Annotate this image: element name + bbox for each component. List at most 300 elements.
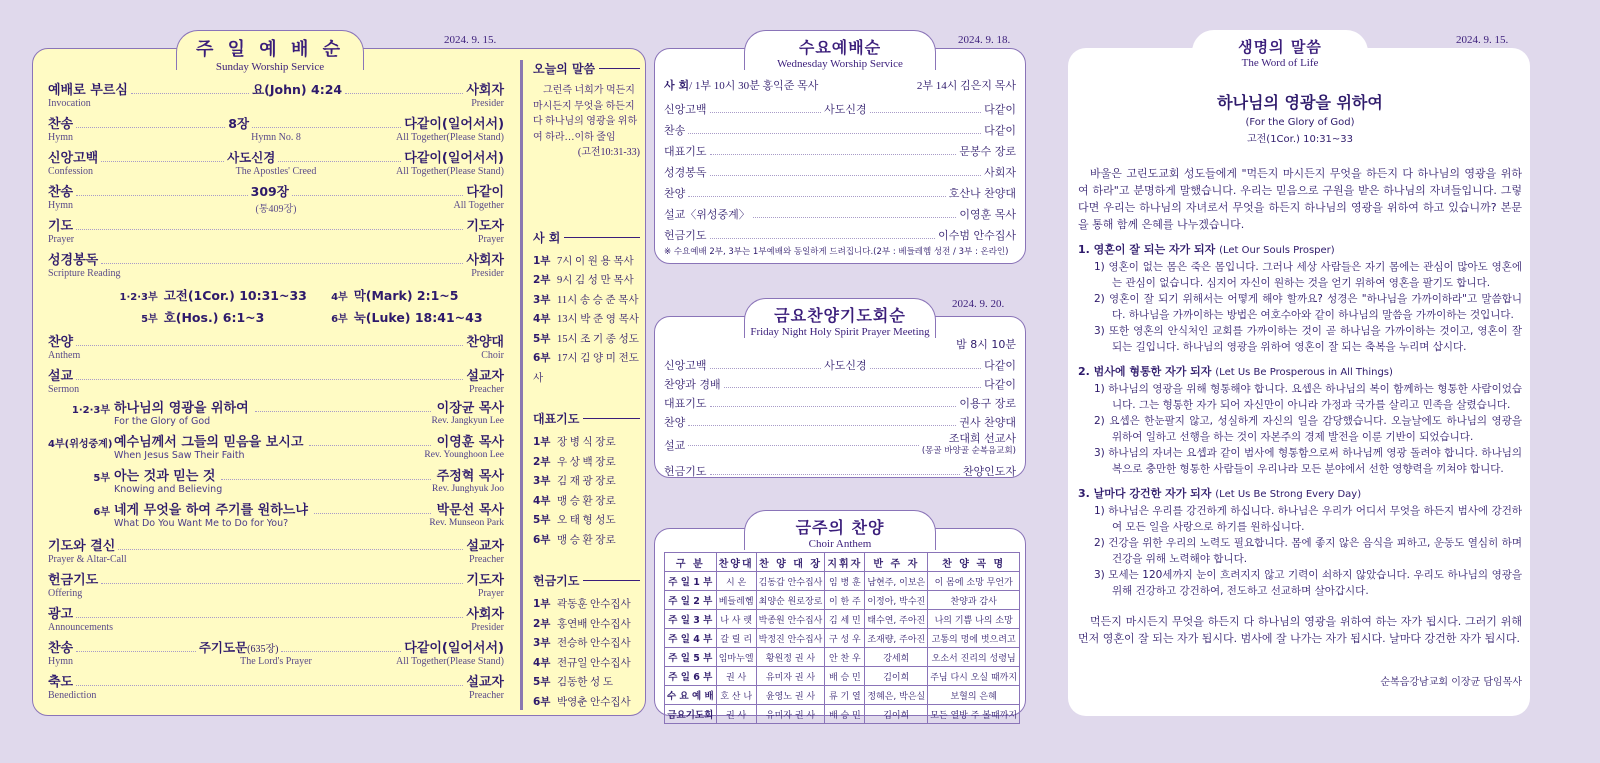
name: 맹 승 환 장로 — [557, 534, 616, 546]
cell: 주 일 6 부 — [665, 667, 717, 686]
reading-part: 6부 — [331, 313, 348, 325]
cell: 이 몸에 소망 무언가 — [928, 572, 1020, 591]
cell: 권 사 — [716, 705, 756, 724]
item-mid-small: (635장) — [247, 644, 279, 655]
list-item — [533, 271, 640, 291]
row-right-small: (몽골 바양골 순복음교회) — [921, 446, 1016, 456]
cell: 김이희 — [865, 705, 928, 724]
item-mid: 주기도문 — [198, 640, 248, 655]
cell: 김 세 민 — [825, 610, 865, 629]
sunday-order-list-3 — [48, 536, 504, 706]
point: 2) 영혼이 잘 되기 위해서는 어떻게 해야 할까요? 성경은 "하나님을 가까이하라"고 말씀합니다. 하나님을 가까이하는 방법은 여호수아와 같이 하나님의 말씀을 가까이하는 것입니다. — [1094, 293, 1522, 321]
offering-heading: 헌금기도 — [533, 572, 640, 589]
order-item — [48, 80, 504, 114]
sermon-reference: 고전(1Cor.) 10:31~33 — [1246, 134, 1354, 145]
prayer-heading: 대표기도 — [533, 410, 640, 427]
name: 전규일 안수집사 — [557, 657, 631, 669]
cell: 수 요 예 배 — [665, 686, 717, 705]
part: 2부 — [533, 617, 551, 630]
point: 3) 또한 영혼의 안식처인 교회를 가까이하는 것이 곧 하나님을 가까이하는 것이고, 영혼이 잘 되는 길입니다. 하나님의 영광을 위하여 영혼이 잘 되는 축복을 누리며 삽시다. — [1094, 325, 1522, 353]
cell: 베들레헴 — [716, 591, 756, 610]
item-ko: 찬송 — [48, 117, 74, 132]
item-mid: 사도신경 — [227, 150, 276, 165]
reading-part: 1·2·3부 — [119, 291, 158, 303]
cell: 나 사 렛 — [716, 610, 756, 629]
item-right: 설교자 — [466, 539, 504, 554]
item-en-right: Presider — [471, 98, 504, 109]
list-item — [533, 634, 640, 654]
order-row — [664, 222, 1016, 243]
item-en-right: All Together(Please Stand) — [396, 656, 504, 667]
list-item — [533, 330, 640, 350]
col-header: 구 분 — [665, 553, 717, 572]
part: 1부 — [533, 598, 551, 610]
section-points — [1078, 381, 1522, 477]
row-right: 문봉수 장로 — [959, 145, 1016, 158]
point: 3) 모세는 120세까지 눈이 흐려지지 않고 기력이 쇠하지 않았습니다. 우리도 하나님의 영광을 위해 건강하고 강건하여, 전도하고 선교하며 살아갑시다. — [1094, 569, 1522, 597]
item-en-right: Preacher — [469, 690, 504, 701]
sunday-service-header — [176, 30, 364, 73]
item-ko: 신앙고백 — [48, 151, 99, 166]
name: 김동한 성 도 — [557, 677, 613, 688]
table-row — [665, 648, 1020, 667]
sunday-sidebar — [520, 60, 640, 710]
reading-ref: 호(Hos.) 6:1~3 — [163, 310, 265, 325]
cell: 호 산 나 — [716, 686, 756, 705]
item-right: 기도자 — [466, 219, 504, 234]
presider-1: / 1부 10시 30분 홍익준 목사 — [689, 80, 819, 92]
cell: 최양순 원로장로 — [756, 591, 825, 610]
point: 1) 영혼이 없는 몸은 죽은 몸입니다. 그러나 세상 사람들은 자기 몸에는 관심이 많아도 영혼에는 관심이 없습니다. 심지어 자신이 원하는 것을 얻기 위하여 영혼을 팔기도 합니다. — [1094, 261, 1522, 289]
sermon-preacher: 이영훈 목사 — [436, 435, 504, 450]
cell: 이 한 주 — [825, 591, 865, 610]
row-right: 찬양인도자 — [962, 465, 1016, 478]
item-en-mid: Hymn No. 8 — [251, 132, 301, 143]
reading-line — [118, 284, 498, 306]
item-ko: 축도 — [48, 675, 74, 690]
item-en-mid — [200, 98, 352, 112]
col-header: 지휘자 — [825, 553, 865, 572]
cell: 고통의 멍에 벗으려고 — [928, 629, 1020, 648]
word-header — [1192, 30, 1368, 70]
item-mid: 8장 — [228, 116, 250, 131]
sermon-title: 예수님께서 그들의 믿음을 보시고 — [114, 435, 304, 450]
word-title: 생명의 말씀 — [1238, 38, 1322, 56]
row-left: 찬양과 경배 — [664, 378, 721, 391]
presider-list — [533, 252, 640, 389]
item-right: 다같이(일어서서) — [404, 641, 504, 656]
list-item — [533, 433, 640, 453]
list-item — [533, 492, 640, 512]
cell: 황원정 권 사 — [756, 648, 825, 667]
cell: 주 일 1 부 — [665, 572, 717, 591]
list-item — [533, 349, 640, 388]
list-item — [533, 595, 640, 615]
order-item — [48, 570, 504, 604]
order-item — [48, 216, 504, 250]
item-en: Announcements — [48, 622, 113, 633]
item-en-mid: The Apostles' Creed — [235, 166, 317, 177]
row-right: 다같이 — [984, 124, 1016, 137]
row-right: 다같이 — [984, 103, 1017, 116]
part: 2부 — [533, 274, 551, 286]
offering-list — [533, 595, 640, 712]
order-item — [48, 250, 504, 284]
item-en-mid: The Lord's Prayer — [240, 656, 312, 667]
item-en: Prayer & Altar-Call — [48, 554, 127, 565]
presider-2: 2부 14시 김은지 목사 — [916, 80, 1016, 92]
sermon-title-en: For the Glory of God — [114, 416, 211, 427]
sermon-part: 6부 — [93, 507, 110, 518]
item-mid: 요(John) 4:24 — [252, 82, 343, 97]
item-ko: 광고 — [48, 607, 74, 622]
presider-heading: 사 회 — [533, 229, 640, 246]
item-ko: 기도 — [48, 219, 74, 234]
wednesday-title: 수요예배순 — [798, 38, 882, 57]
table-row — [665, 610, 1020, 629]
item-right: 사회자 — [466, 607, 504, 622]
order-item — [48, 332, 504, 366]
part: 4부 — [533, 656, 551, 669]
item-right: 다같이(일어서서) — [404, 117, 505, 132]
name: 11시 송 승 준 목사 — [557, 294, 639, 306]
part: 6부 — [533, 695, 551, 708]
list-item — [533, 615, 640, 635]
order-row — [664, 460, 1016, 479]
table-row — [665, 591, 1020, 610]
item-en: Benediction — [48, 690, 97, 701]
row-left: 찬송 — [664, 124, 686, 137]
cell: 김이희 — [865, 667, 928, 686]
sunday-order-list-2 — [48, 332, 504, 400]
row-left: 찬양 — [664, 416, 686, 429]
order-row — [664, 96, 1016, 117]
cell: 배 승 민 — [825, 705, 865, 724]
list-item — [533, 453, 640, 473]
row-left: 찬양 — [664, 187, 686, 200]
sermon-preacher-en: Rev. Munseon Park — [429, 518, 504, 528]
item-en-right: All Together(Please Stand) — [396, 166, 504, 177]
conclusion-paragraph: 먹든지 마시든지 무엇을 하든지 다 하나님의 영광을 위하여 하는 자가 됩시다. 그러기 위해 먼저 영혼이 잘 되는 자가 됩시다. 범사에 잘 나가는 자가 됩시다. 날마다 강건한 자가 됩시다. — [1078, 615, 1522, 645]
cell: 주님 다시 오실 때까지 — [928, 667, 1020, 686]
presider-label: 사 회 — [664, 79, 690, 92]
row-left: 설교〈위성중계〉 — [664, 208, 750, 221]
item-en-right: Presider — [471, 268, 504, 279]
item-ko: 기도와 결신 — [48, 539, 116, 554]
list-item — [533, 693, 640, 713]
item-right: 설교자 — [466, 675, 504, 690]
item-en-right: All Together — [453, 200, 504, 211]
col-header: 찬 양 곡 명 — [928, 553, 1020, 572]
cell: 모든 열방 주 볼때까지 — [928, 705, 1020, 724]
name: 박영춘 안수집사 — [557, 696, 631, 708]
section-points — [1078, 259, 1522, 355]
order-row — [664, 159, 1016, 180]
item-right: 사회자 — [466, 253, 504, 268]
item-mid: 309장 — [250, 184, 289, 199]
sermon-title-en: Knowing and Believing — [114, 484, 223, 495]
row-right: 이용구 장로 — [959, 397, 1016, 410]
order-row — [664, 430, 1016, 460]
part: 4부 — [533, 494, 551, 507]
row-right: 이영훈 목사 — [959, 208, 1016, 221]
sermon-entry — [48, 500, 504, 534]
item-en: Hymn — [48, 200, 73, 211]
cell: 유미자 권 사 — [756, 667, 825, 686]
section-heading-en: (Let Us Be Strong Every Day) — [1215, 489, 1362, 500]
row-left: 대표기도 — [664, 145, 707, 158]
cell: 남현주, 이보은 — [865, 572, 928, 591]
row-mid: 사도신경 — [824, 103, 867, 116]
table-header-row — [665, 553, 1020, 572]
item-en: Confession — [48, 166, 93, 177]
point: 1) 하나님의 영광을 위해 형통해야 합니다. 요셉은 하나님의 복이 함께하는 형통한 사람이었습니다. 그는 형통한 자가 되어 자신만이 아니라 가정과 국가를 살리고 민족을 살렸습니다. — [1094, 383, 1522, 411]
item-right: 설교자 — [466, 369, 504, 384]
reading-ref: 눅(Luke) 18:41~43 — [353, 310, 483, 325]
list-item — [533, 310, 640, 330]
row-right: 다같이 — [984, 378, 1016, 391]
sermon-title-en: (For the Glory of God) — [1245, 117, 1355, 128]
item-en: Hymn — [48, 656, 73, 667]
section-heading-ko: 3. 날마다 강건한 자가 되자 — [1078, 487, 1212, 500]
order-row — [664, 138, 1016, 159]
cell: 주 일 3 부 — [665, 610, 717, 629]
item-ko: 헌금기도 — [48, 573, 99, 588]
row-left: 신앙고백 — [664, 359, 707, 372]
scripture-readings — [118, 284, 498, 328]
order-row — [664, 392, 1016, 411]
list-item — [533, 291, 640, 311]
sermon-entry — [48, 432, 504, 466]
cell: 주 일 5 부 — [665, 648, 717, 667]
point: 3) 하나님의 자녀는 요셉과 같이 범사에 형통함으로써 하나님께 영광 돌려야 합니다. 하나님의 복으로 충만한 형통한 사람들이 우리나라 모든 분야에서 선한 영향력을 끼쳐야 합니다. — [1094, 447, 1522, 475]
table-row — [665, 705, 1020, 724]
item-en: Hymn — [48, 132, 73, 143]
section-heading-ko: 2. 범사에 형통한 자가 되자 — [1078, 365, 1212, 378]
wednesday-presider — [664, 74, 1016, 96]
order-item — [48, 672, 504, 706]
part: 3부 — [533, 475, 551, 487]
sermon-title-en: When Jesus Saw Their Faith — [114, 450, 245, 461]
row-right: 다같이 — [984, 359, 1017, 372]
reading-part: 4부 — [331, 291, 348, 303]
list-item — [533, 673, 640, 693]
sermon-preacher: 이장균 목사 — [436, 401, 504, 416]
cell: 배 승 민 — [825, 667, 865, 686]
cell: 보혈의 은혜 — [928, 686, 1020, 705]
part: 1부 — [533, 254, 551, 267]
part: 4부 — [533, 313, 551, 325]
row-right: 조대희 선교사 — [948, 432, 1016, 445]
item-ko: 찬양 — [48, 335, 74, 350]
sermon-part: 4부(위성중계) — [48, 439, 113, 450]
cell: 구 성 우 — [825, 629, 865, 648]
reading-ref: 막(Mark) 2:1~5 — [353, 288, 459, 303]
friday-title: 금요찬양기도회순 — [774, 306, 906, 325]
sermon-list — [48, 398, 504, 534]
choir-title: 금주의 찬양 — [795, 518, 885, 537]
wednesday-note: ※ 수요예배 2부, 3부는 1부예배와 동일하게 드려집니다.(2부 : 베들레헴 성전 / 3부 : 온라인) — [664, 247, 1009, 257]
item-right: 찬양대 — [466, 335, 504, 350]
row-left: 성경봉독 — [664, 166, 707, 179]
cell: 정혜은, 박은실 — [865, 686, 928, 705]
order-item — [48, 536, 504, 570]
part: 6부 — [533, 352, 551, 364]
name: 전승하 안수집사 — [557, 638, 631, 649]
choir-table — [664, 552, 1020, 724]
name: 곽동훈 안수집사 — [557, 599, 631, 610]
sermon-preacher-en: Rev. Jangkyun Lee — [431, 416, 504, 426]
name: 우 상 백 장로 — [557, 456, 616, 468]
cell: 금요기도회 — [665, 705, 717, 724]
item-ko: 찬송 — [48, 185, 74, 200]
item-en-right: All Together(Please Stand) — [396, 132, 504, 143]
reading-ref: 고전(1Cor.) 10:31~33 — [163, 288, 307, 303]
table-row — [665, 572, 1020, 591]
row-right: 권사 찬양대 — [959, 416, 1016, 429]
wednesday-header — [744, 30, 936, 70]
list-item — [533, 472, 640, 492]
cell: 안 찬 우 — [825, 648, 865, 667]
friday-date: 2024. 9. 20. — [952, 298, 1005, 310]
today-word-source: (고전10:31-33) — [577, 147, 640, 158]
sermon-preacher-en: Rev. Younghoon Lee — [424, 450, 504, 460]
part: 3부 — [533, 637, 551, 649]
part: 2부 — [533, 455, 551, 468]
order-item — [48, 114, 504, 148]
name: 맹 승 환 장로 — [557, 495, 616, 507]
cell: 오소서 진리의 성령님 — [928, 648, 1020, 667]
item-en: Offering — [48, 588, 83, 599]
cell: 임마누엘 — [716, 648, 756, 667]
row-right: 사회자 — [984, 166, 1016, 179]
order-item — [48, 366, 504, 400]
intro-paragraph: 바울은 고린도교회 성도들에게 "먹든지 마시든지 무엇을 하든지 다 하나님의 영광을 위하여 하라"고 분명하게 말했습니다. 우리는 믿음으로 구원을 받은 하나님의 자녀들입니다. 그렇다면 우리는 하나님의 자녀로서 무엇을 하든지 하나님의 영광을 위하여 하고 있습니까? 본문을 통해 함께 은혜를 나누겠습니다. — [1078, 167, 1522, 231]
word-date: 2024. 9. 15. — [1456, 34, 1509, 46]
section-heading-ko: 1. 영혼이 잘 되는 자가 되자 — [1078, 243, 1216, 256]
sermon-title: 하나님의 영광을 위하여 — [114, 401, 249, 416]
sermon-entry — [48, 398, 504, 432]
today-word-heading: 오늘의 말씀 — [533, 60, 640, 77]
cell: 강세희 — [865, 648, 928, 667]
cell: 권 사 — [716, 667, 756, 686]
cell: 찬양과 감사 — [928, 591, 1020, 610]
order-row — [664, 411, 1016, 430]
cell: 주 일 2 부 — [665, 591, 717, 610]
row-left: 대표기도 — [664, 397, 707, 410]
row-right: 호산나 찬양대 — [948, 187, 1016, 200]
sermon-title: 네게 무엇을 하여 주기를 원하느냐 — [114, 503, 308, 518]
item-en-right: Prayer — [477, 234, 504, 245]
choir-subtitle: Choir Anthem — [808, 538, 872, 550]
item-right: 다같이(일어서서) — [404, 151, 504, 166]
friday-header — [744, 298, 936, 338]
section-heading-en: (Let Us Be Prosperous in All Things) — [1215, 367, 1393, 378]
item-en: Invocation — [48, 98, 91, 109]
choir-header — [744, 510, 936, 550]
col-header: 반 주 자 — [865, 553, 928, 572]
order-item — [48, 638, 504, 672]
order-row — [664, 117, 1016, 138]
sermon-title: 아는 것과 믿는 것 — [114, 469, 216, 484]
item-en: Prayer — [48, 234, 75, 245]
friday-time: 밤 8시 10분 — [956, 338, 1016, 351]
cell: 김동갑 안수집사 — [756, 572, 825, 591]
item-en-right: Preacher — [469, 554, 504, 565]
item-en-right: Prayer — [477, 588, 504, 599]
order-row — [664, 180, 1016, 201]
row-left: 헌금기도 — [664, 465, 707, 478]
order-item — [48, 182, 504, 216]
cell: 류 기 열 — [825, 686, 865, 705]
section-heading — [1078, 241, 1522, 259]
name: 15시 조 기 종 성도 — [557, 333, 639, 345]
name: 김 재 광 장로 — [557, 476, 616, 487]
cell: 박정진 안수집사 — [756, 629, 825, 648]
sermon-part: 5부 — [93, 473, 110, 484]
item-ko: 예배로 부르심 — [48, 83, 128, 98]
order-row — [664, 201, 1016, 222]
part: 5부 — [533, 676, 551, 688]
cell: 조재량, 주아진 — [865, 629, 928, 648]
wednesday-date: 2024. 9. 18. — [958, 34, 1011, 46]
friday-subtitle: Friday Night Holy Spirit Prayer Meeting — [750, 326, 930, 338]
col-header: 찬 양 대 장 — [756, 553, 825, 572]
cell: 윤영노 권 사 — [756, 686, 825, 705]
table-row — [665, 686, 1020, 705]
prayer-list — [533, 433, 640, 550]
list-item — [533, 511, 640, 531]
today-word-text: 그런즉 너희가 먹든지 마시든지 무엇을 하든지 다 하나님의 영광을 위하여 하라…이하 줄임 — [533, 85, 638, 143]
name: 장 병 식 장로 — [557, 437, 616, 448]
sermon-summary — [1078, 88, 1522, 688]
item-en: Anthem — [48, 350, 81, 361]
wednesday-subtitle: Wednesday Worship Service — [777, 58, 903, 70]
item-en-right: Preacher — [469, 384, 504, 395]
item-ko: 성경봉독 — [48, 253, 99, 268]
item-ko: 설교 — [48, 369, 74, 384]
name: 오 태 형 성도 — [557, 515, 616, 526]
part: 6부 — [533, 533, 551, 546]
cell: 갈 릴 리 — [716, 629, 756, 648]
word-subtitle: The Word of Life — [1241, 57, 1319, 69]
signature: 순복음강남교회 이장균 담임목사 — [1380, 677, 1522, 688]
part: 3부 — [533, 293, 551, 306]
item-right: 다같이 — [466, 185, 505, 200]
point: 2) 요셉은 한눈팔지 않고, 성실하게 자신의 일을 감당했습니다. 오늘날에도 하나님의 영광을 위하여 일하고 선행을 하는 것이 자본주의 경제 발전을 이룬 기반이 되었습니다. — [1094, 415, 1522, 443]
row-left: 신앙고백 — [664, 103, 707, 116]
cell: 주 일 4 부 — [665, 629, 717, 648]
cell: 시 온 — [716, 572, 756, 591]
name: 17시 김 양 미 전도사 — [533, 353, 639, 384]
point: 2) 건강을 위한 우리의 노력도 필요합니다. 몸에 좋지 않은 음식을 피하고, 운동도 열심히 하며 건강을 위해 노력해야 합니다. — [1094, 537, 1522, 565]
sermon-title: 하나님의 영광을 위하여 — [1217, 93, 1383, 112]
sermon-preacher-en: Rev. Junghyuk Joo — [432, 484, 504, 494]
cell: 태수연, 주아진 — [865, 610, 928, 629]
table-row — [665, 667, 1020, 686]
name: 홍연배 안수집사 — [557, 618, 631, 630]
table-row — [665, 629, 1020, 648]
part: 1부 — [533, 436, 551, 448]
part: 5부 — [533, 514, 551, 526]
row-mid: 사도신경 — [824, 359, 867, 372]
friday-order — [664, 336, 1016, 479]
item-en: Scripture Reading — [48, 268, 121, 279]
item-en-right: Presider — [471, 622, 504, 633]
sunday-title: 주 일 예 배 순 — [195, 39, 344, 60]
item-en-right: Choir — [481, 350, 504, 361]
name: 13시 박 준 영 목사 — [557, 314, 639, 325]
